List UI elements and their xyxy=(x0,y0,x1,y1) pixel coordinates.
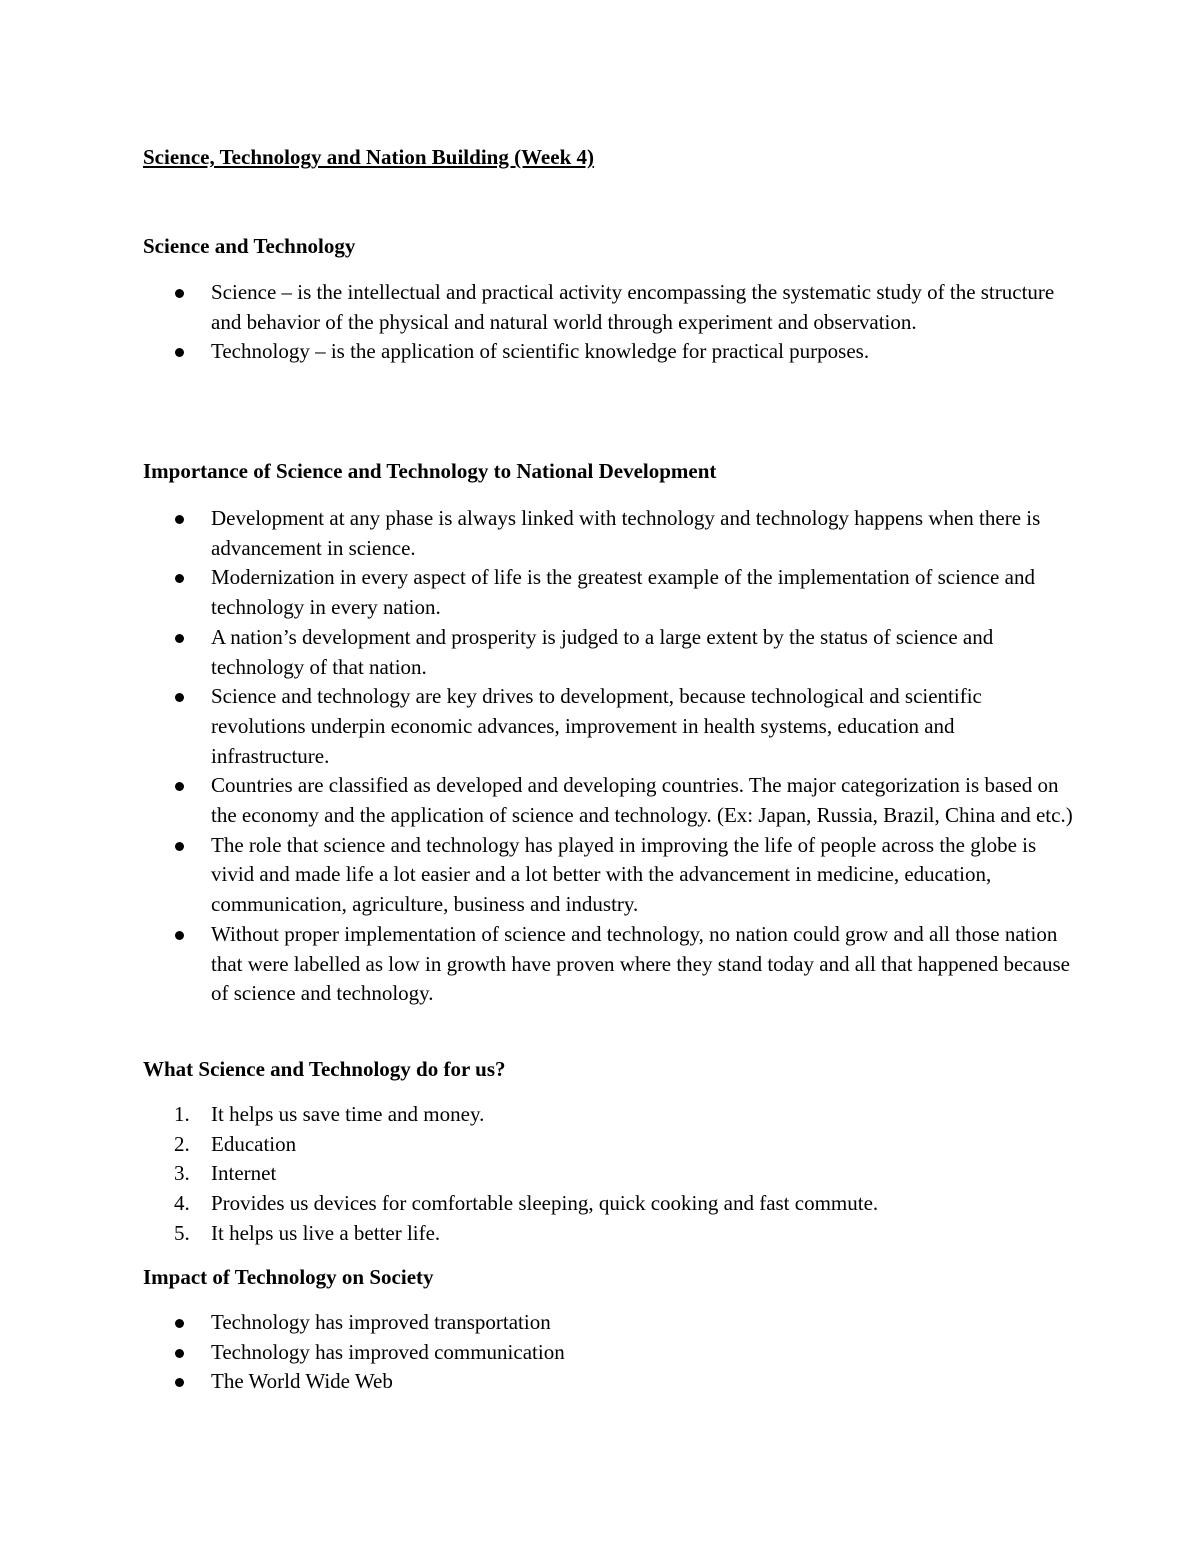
list-number: 5. xyxy=(174,1220,190,1245)
numbered-list-what-science-does xyxy=(143,1100,1073,1249)
bullet-icon xyxy=(175,515,184,524)
section-heading-impact: Impact of Technology on Society xyxy=(143,1265,434,1289)
bullet-icon xyxy=(175,931,184,940)
section-heading-what-science-does: What Science and Technology do for us? xyxy=(143,1057,506,1081)
bullet-icon xyxy=(175,574,184,583)
bullet-icon xyxy=(175,693,184,702)
list-item: Development at any phase is always linked with technology and technology happens when there is advancement in science. xyxy=(143,504,1073,563)
list-item: Modernization in every aspect of life is the greatest example of the implementation of science and technology in every nation. xyxy=(143,563,1073,622)
list-item: A nation’s development and prosperity is judged to a large extent by the status of science and technology of that nation. xyxy=(143,623,1073,682)
bullet-list-importance xyxy=(143,504,1073,1009)
bullet-list-impact xyxy=(143,1308,1073,1397)
list-item: Technology has improved transportation xyxy=(143,1308,1073,1338)
list-number: 1. xyxy=(174,1102,190,1126)
list-number: 3. xyxy=(174,1161,190,1186)
list-number: 4. xyxy=(174,1191,190,1216)
list-item: Science and technology are key drives to development, because technological and scientific revolutions underpin economic advances, improvement in health systems, education and infrastructure. xyxy=(143,682,1073,771)
bullet-icon xyxy=(175,289,184,298)
bullet-icon xyxy=(175,348,184,357)
page-title: Science, Technology and Nation Building (Week 4) xyxy=(143,145,594,169)
section-heading-importance: Importance of Science and Technology to National Development xyxy=(143,459,717,483)
list-item: 1. It helps us save time and money. xyxy=(143,1100,1073,1130)
bullet-icon xyxy=(175,842,184,851)
list-item: 2. Education xyxy=(143,1130,1073,1160)
bullet-icon xyxy=(175,1378,184,1387)
list-item: The World Wide Web xyxy=(143,1367,1073,1397)
list-item: 4. Provides us devices for comfortable sleeping, quick cooking and fast commute. xyxy=(143,1189,1073,1219)
list-item: 3. Internet xyxy=(143,1159,1073,1189)
list-item: Without proper implementation of science and technology, no nation could grow and all those nation that were labelled as low in growth have proven where they stand today and all that happened because of science and technology. xyxy=(143,920,1073,1009)
bullet-icon xyxy=(175,1349,184,1358)
bullet-icon xyxy=(175,634,184,643)
section-heading-science-and-technology: Science and Technology xyxy=(143,234,356,258)
list-item: Countries are classified as developed and developing countries. The major categorization is based on the economy and the application of science and technology. (Ex: Japan, Russia, Brazil, China and etc.) xyxy=(143,771,1073,830)
list-item: Science – is the intellectual and practical activity encompassing the systematic study of the structure and behavior of the physical and natural world through experiment and observation. xyxy=(143,278,1073,337)
list-item: Technology – is the application of scientific knowledge for practical purposes. xyxy=(143,337,1073,367)
list-number: 2. xyxy=(174,1131,190,1156)
bullet-icon xyxy=(175,1319,184,1328)
list-item: 5. It helps us live a better life. xyxy=(143,1219,1073,1249)
bullet-list-science-and-technology xyxy=(143,278,1073,367)
bullet-icon xyxy=(175,782,184,791)
list-item: Technology has improved communication xyxy=(143,1338,1073,1368)
list-item: The role that science and technology has played in improving the life of people across the globe is vivid and made life a lot easier and a lot better with the advancement in medicine, education, communication, agriculture, business and industry. xyxy=(143,831,1073,920)
